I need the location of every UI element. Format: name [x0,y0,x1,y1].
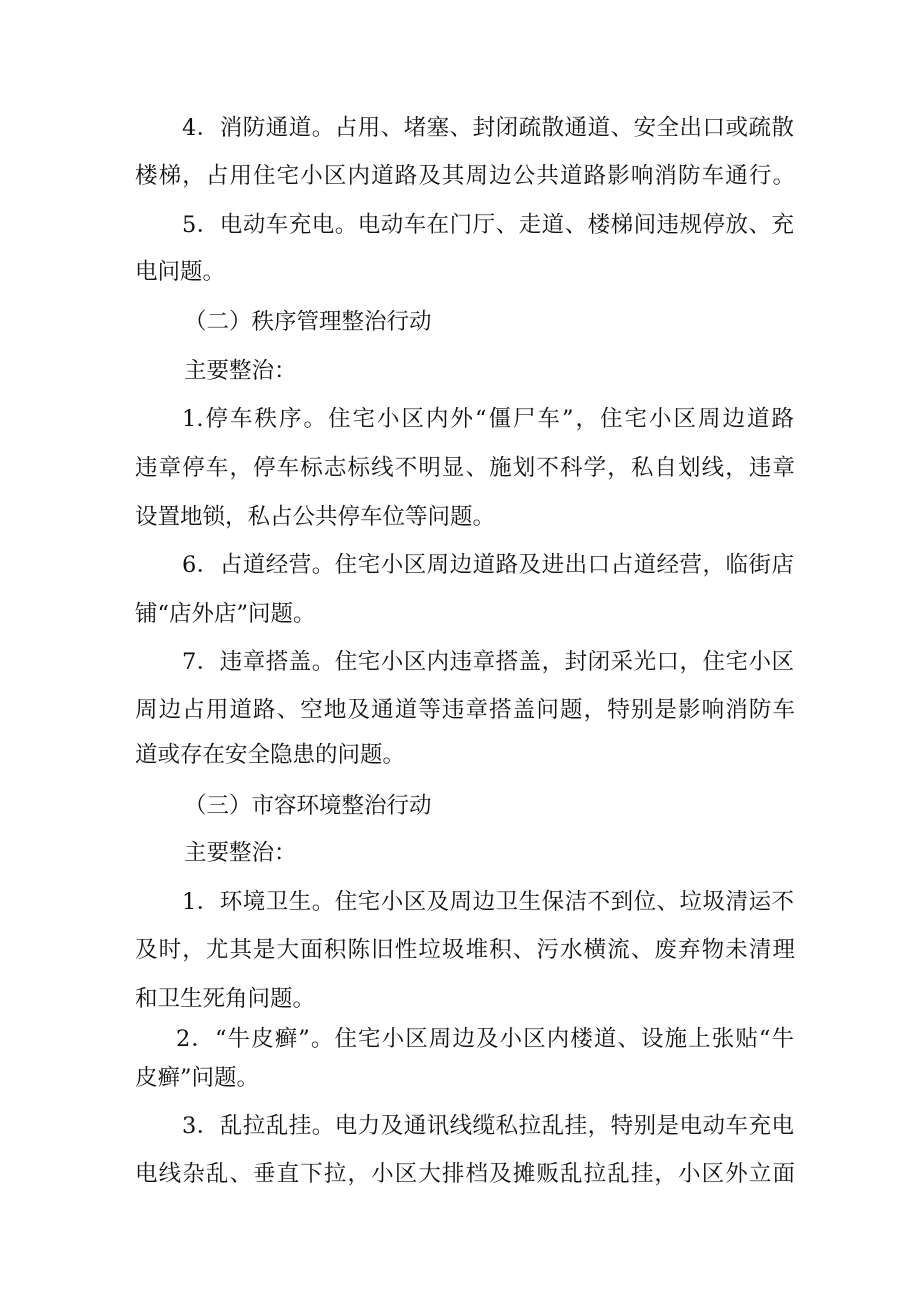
text-line: 及时，尤其是大面积陈旧性垃圾堆积、污水横流、废弃物未清理 [135,937,795,963]
text-line: 违章停车，停车标志标线不明显、施划不科学，私自划线，违章 [135,455,795,481]
text-line: 楼梯，占用住宅小区内道路及其周边公共道路影响消防车通行。 [135,163,795,189]
text-line: 4．消防通道。占用、堵塞、封闭疏散通道、安全出口或疏散 [182,115,794,141]
text-line: 7．违章搭盖。住宅小区内违章搭盖，封闭采光口，住宅小区 [182,649,794,675]
section-heading: （二）秩序管理整治行动 [184,309,432,335]
text-line: 皮癣”问题。 [135,1065,260,1091]
text-line: 3．乱拉乱挂。电力及通讯线缆私拉乱挂，特别是电动车充电 [182,1113,794,1139]
section-heading: （三）市容环境整治行动 [184,793,432,819]
text-line: 铺“店外店”问题。 [135,601,316,627]
text-line: 电线杂乱、垂直下拉，小区大排档及摊贩乱拉乱挂，小区外立面 [135,1161,795,1187]
text-line: 2．“牛皮癣”。住宅小区周边及小区内楼道、设施上张贴“牛 [176,1026,794,1052]
text-line: 和卫生死角问题。 [135,986,316,1012]
subheading: 主要整治： [184,358,297,384]
text-line: 道或存在安全隐患的问题。 [135,742,406,768]
text-line: 5．电动车充电。电动车在门厅、走道、楼梯间违规停放、充 [182,212,794,238]
subheading: 主要整治： [184,840,297,866]
text-line: 电问题。 [135,259,226,285]
text-line: 设置地锁，私占公共停车位等问题。 [135,504,496,530]
text-line: 6．占道经营。住宅小区周边道路及进出口占道经营，临街店 [182,552,794,578]
text-line: 周边占用道路、空地及通道等违章搭盖问题，特别是影响消防车 [135,697,795,723]
text-line: 1.停车秩序。住宅小区内外“僵尸车”，住宅小区周边道路 [182,406,794,432]
text-line: 1．环境卫生。住宅小区及周边卫生保洁不到位、垃圾清运不 [182,889,794,915]
